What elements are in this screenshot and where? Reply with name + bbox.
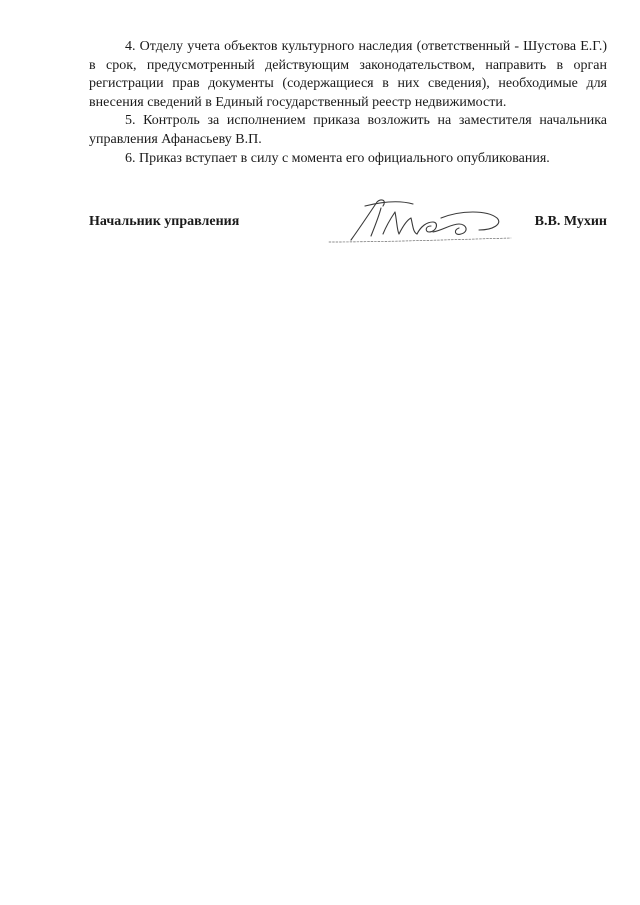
signatory-name: В.В. Мухин bbox=[534, 214, 607, 229]
signature-block bbox=[89, 206, 607, 256]
paragraph-5: 5. Контроль за исполнением приказа возложить на заместителя начальника управления Афанасьеву В.П. bbox=[89, 113, 607, 147]
signatory-title: Начальник управления bbox=[89, 214, 240, 229]
document-body bbox=[89, 38, 607, 168]
paragraph-4: 4. Отделу учета объектов культурного наследия (ответственный - Шустова Е.Г.) в срок, предусмотренный действующим законодательством, направить в орган регистрации прав документы (содержащиеся в них сведения), необходимые для внесения сведений в Единый государственный реестр недвижимости. bbox=[89, 39, 607, 110]
handwritten-signature bbox=[321, 196, 521, 252]
paragraph-6: 6. Приказ вступает в силу с момента его официального опубликования. bbox=[125, 150, 550, 166]
